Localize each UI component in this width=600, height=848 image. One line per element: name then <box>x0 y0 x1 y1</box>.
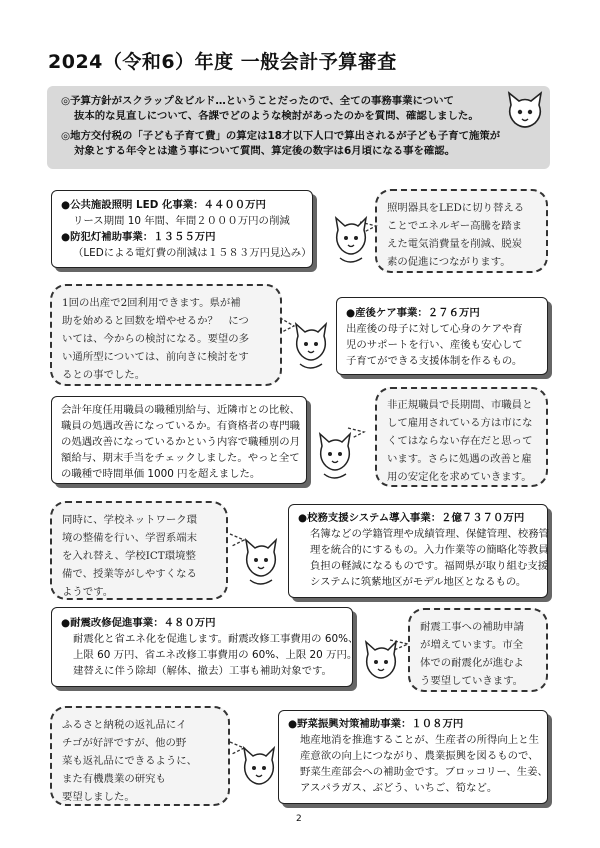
comment-line: う要望していきます。 <box>420 675 524 687</box>
mascot-icon <box>505 91 545 133</box>
project-detail: 理を統合的にするもの。入力作業等の簡略化等教員 <box>310 544 549 556</box>
comment-line: 用の安定化を求めていきます。 <box>387 471 532 483</box>
project-detail: 地産地消を推進することが、生産者の所得向上と生 <box>300 734 539 746</box>
comment-bubble <box>50 501 228 600</box>
page-title: 2024（令和6）年度 一般会計予算審査 <box>48 51 397 73</box>
project-heading: ●産後ケア事業：２７６万円 <box>346 307 480 319</box>
project-heading: ●防犯灯補助事業：１３５５万円 <box>61 231 216 243</box>
comment-line: 非正規職員で長期間、市職員と <box>387 399 533 411</box>
project-detail: 額給与、期末手当をチェックしました。やっと全て <box>61 452 300 464</box>
project-detail: 建替えに伴う除却（解体、撤去）工事も補助対象です。 <box>73 665 332 677</box>
comment-line: ことでエネルギー高騰を踏ま <box>387 220 523 232</box>
project-detail: 名簿などの学籍管理や成績管理、保健管理、校務管 <box>310 528 549 540</box>
project-detail: 会計年度任用職員の職種別給与、近隣市との比較、 <box>61 404 300 416</box>
comment-line: ふるさと納税の返礼品にイ <box>62 719 187 731</box>
project-detail: リース期間 10 年間、年間２０００万円の削減 <box>73 215 290 227</box>
summary-box <box>47 86 550 169</box>
comment-line: いては、今からの検討になる。要望の多 <box>62 333 250 345</box>
project-detail: システムに筑紫地区がモデル地区となるもの。 <box>310 576 527 588</box>
comment-line: また有機農業の研究も <box>62 773 166 785</box>
mascot-icon <box>312 418 366 486</box>
comment-line: が増えています。市全 <box>420 639 524 651</box>
comment-bubble <box>408 608 548 692</box>
project-box-postpartum <box>336 297 548 375</box>
comment-line: 同時に、学校ネットワーク環 <box>62 514 198 526</box>
project-heading: ●野菜振興対策補助事業：１０８万円 <box>288 718 464 730</box>
summary-line: 対象とする年令とは違う事について質問、算定後の数字は6月頃になる事を確認。 <box>74 145 456 157</box>
summary-line: ◎予算方針がスクラップ＆ビルド…ということだったので、全ての事務事業について <box>61 95 454 107</box>
project-box-earthquake <box>51 607 359 687</box>
project-box-vegetable <box>278 710 548 804</box>
comment-line: 耐震工事への補助申請 <box>420 621 524 633</box>
comment-line: 照明器具をLEDに切り替える <box>387 202 525 214</box>
comment-line: るとの事でした。 <box>62 369 146 381</box>
project-detail: 出産後の母子に対して心身のケアや育 <box>346 323 523 335</box>
project-heading: ●耐震改修促進事業：４８０万円 <box>61 617 216 629</box>
comment-line: 要望しました。 <box>62 791 135 803</box>
comment-line: ようです。 <box>62 586 114 598</box>
comment-line: 素の促進につながります。 <box>387 256 511 268</box>
project-box-led <box>51 190 313 268</box>
comment-line: えた電気消費量を削減、脱炭 <box>387 238 523 250</box>
project-detail: 負担の軽減になるものです。福岡県が取り組む支援 <box>310 560 549 572</box>
project-detail: の職種で時間単価 1000 円を超えました。 <box>61 468 261 480</box>
comment-line: います。さらに処遇の改善と雇 <box>387 453 532 465</box>
comment-line: 備で、授業等がしやすくなる <box>62 568 197 580</box>
comment-line: 体での耐震化が進むよ <box>420 657 524 669</box>
project-heading: ●公共施設照明 LED 化事業：４４００万円 <box>61 199 266 211</box>
mascot-icon <box>228 730 282 798</box>
mascot-icon <box>360 630 410 692</box>
page-number: 2 <box>296 814 302 824</box>
project-detail: 職員の処遇改善になっているか。有資格者の専門職 <box>61 420 300 432</box>
mascot-icon <box>278 306 334 376</box>
project-detail: 産意欲の向上につながり、農業振興を図るもので、 <box>300 750 539 762</box>
comment-line: くてはならない存在だと思って <box>387 435 533 447</box>
comment-bubble <box>375 387 548 487</box>
comment-line: を入れ替え、学校ICT環境整 <box>62 550 196 562</box>
project-detail: アスパラガス、ぶどう、いちご、筍など。 <box>300 782 498 794</box>
summary-line: ◎地方交付税の「子ども子育て費」の算定は18才以下人口で算出されるが子ども子育て施策が <box>61 130 501 142</box>
comment-bubble <box>50 706 230 806</box>
comment-line: 1回の出産で2回利用できます。県が補 <box>62 297 241 309</box>
project-detail: 子育てができる支援体制を作るもの。 <box>346 355 523 367</box>
mascot-icon <box>330 208 380 270</box>
project-heading: ●校務支援システム導入事業：２億７３７０万円 <box>298 512 525 524</box>
project-detail: の処遇改善になっているかという内容で職種別の月 <box>61 436 300 448</box>
summary-line: 抜本的な見直しについて、各課でどのような検討があったのかを質問、確認しました。 <box>74 110 479 122</box>
project-box-school-system <box>288 504 548 598</box>
comment-line: チゴが好評ですが、他の野 <box>62 737 187 749</box>
comment-line: 助を始めると回数を増やせるか？ につ <box>62 315 249 327</box>
comment-bubble <box>50 284 282 386</box>
comment-line: い通所型については、前向きに検討をす <box>62 351 249 363</box>
project-detail: 上限 60 万円、省エネ改修工事費用の 60%、上限 20 万円。 <box>73 649 358 661</box>
comment-bubble <box>375 189 548 273</box>
comment-line: 菜も返礼品にできるように、 <box>62 755 198 767</box>
comment-line: 境の整備を行い、学習系端末 <box>62 532 198 544</box>
project-box-staff-pay <box>51 396 307 484</box>
mascot-icon <box>228 522 284 592</box>
comment-line: して雇用されている方は市にな <box>387 417 533 429</box>
project-detail: （LEDによる電灯費の削減は１５８３万円見込み） <box>73 247 312 259</box>
project-detail: 児のサポートを行い、産後も安心して <box>346 339 523 351</box>
project-detail: 耐震化と省エネ化を促進します。耐震改修工事費用の 60%、 <box>73 633 359 645</box>
project-detail: 野菜生産部会への補助金です。ブロッコリー、生姜、 <box>300 766 548 778</box>
